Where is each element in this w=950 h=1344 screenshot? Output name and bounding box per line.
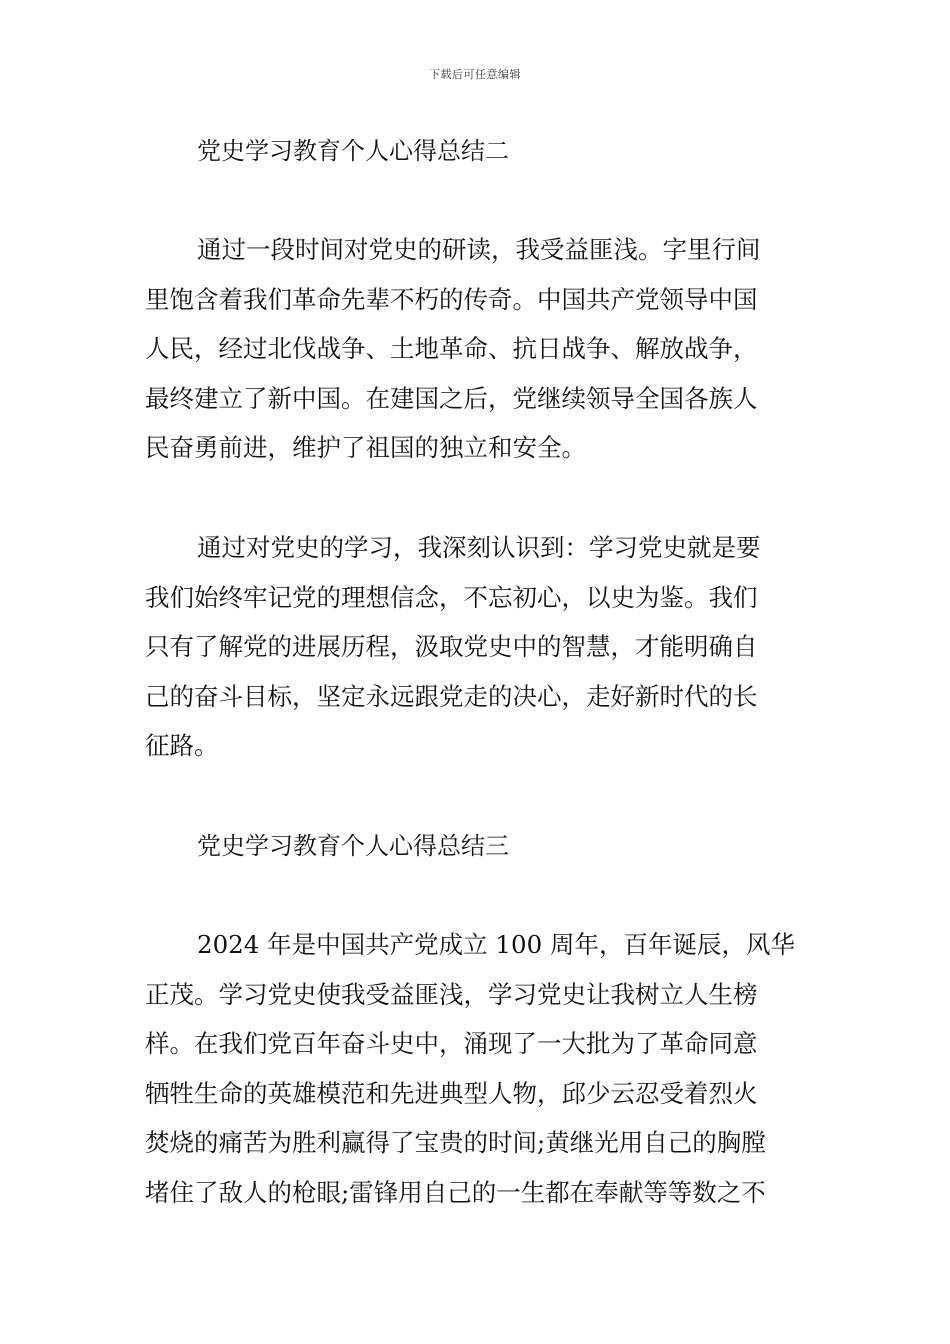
paragraph-line: 通过一段时间对党史的研读，我受益匪浅。字里行间: [197, 235, 761, 264]
paragraph-line: 牺牲生命的英雄模范和先进典型人物，邱少云忍受着烈火: [145, 1078, 758, 1108]
paragraph-line: 通过对党史的学习，我深刻认识到：学习党史就是要: [197, 533, 761, 562]
section-heading-three: 党史学习教育个人心得总结三: [197, 832, 509, 860]
paragraph-line: 民奋勇前进，维护了祖国的独立和安全。: [145, 433, 586, 462]
paragraph-line: 样。在我们党百年奋斗史中，涌现了一大批为了革命同意: [145, 1029, 758, 1058]
paragraph-line: 只有了解党的进展历程，汲取党史中的智慧，才能明确自: [145, 632, 758, 661]
paragraph-line: 人民，经过北伐战争、土地革命、抗日战争、解放战争，: [145, 334, 758, 363]
paragraph-line: 2024 年是中国共产党成立 100 周年，百年诞辰，风华: [197, 930, 795, 959]
paragraph-line: 里饱含着我们革命先辈不朽的传奇。中国共产党领导中国: [145, 284, 758, 314]
paragraph-line: 己的奋斗目标，坚定永远跟党走的决心，走好新时代的长: [145, 681, 758, 711]
paragraph-line: 堵住了敌人的枪眼;雷锋用自己的一生都在奉献等等数之不: [145, 1177, 766, 1207]
paragraph-one: [145, 225, 815, 473]
paragraph-line: 最终建立了新中国。在建国之后，党继续领导全国各族人: [145, 383, 758, 413]
paragraph-line: 我们始终牢记党的理想信念，不忘初心，以史为鉴。我们: [145, 582, 758, 612]
paragraph-line: 征路。: [145, 731, 219, 760]
paragraph-two: [145, 523, 815, 771]
paragraph-line: 焚烧的痛苦为胜利赢得了宝贵的时间;黄继光用自己的胸膛: [145, 1128, 766, 1157]
header-note: 下载后可任意编辑: [429, 68, 521, 81]
section-heading-two: 党史学习教育个人心得总结二: [197, 137, 509, 165]
paragraph-three: [145, 920, 815, 1217]
paragraph-line: 正茂。学习党史使我受益匪浅，学习党史让我树立人生榜: [145, 979, 758, 1009]
